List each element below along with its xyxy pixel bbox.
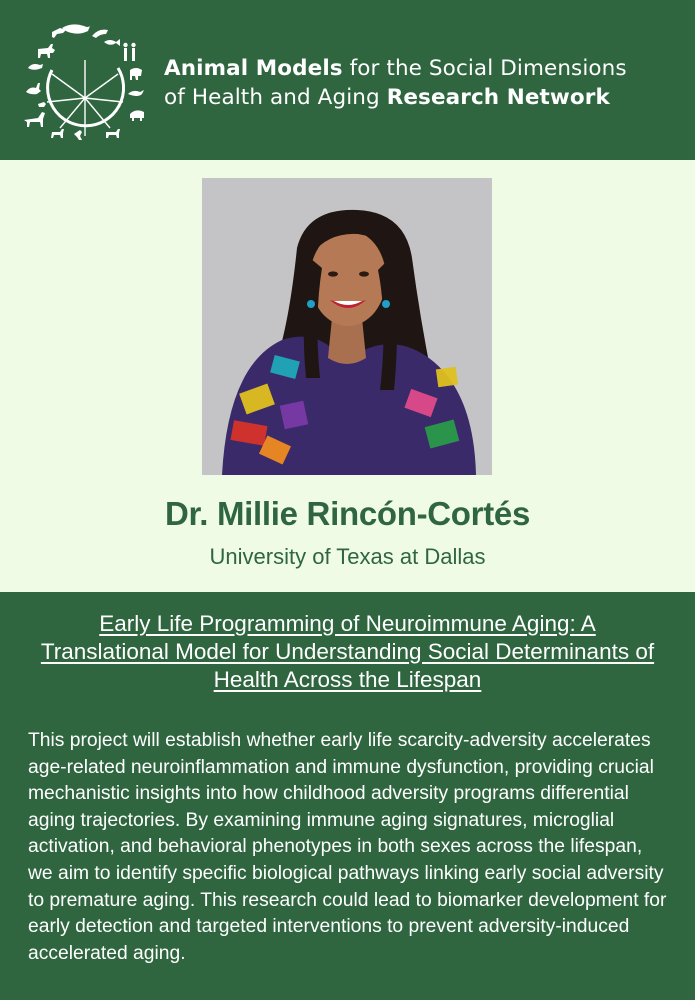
network-title-part-2: of Health and Aging (164, 85, 387, 110)
network-title-bold-2: Research Network (386, 85, 610, 110)
network-title (164, 54, 684, 112)
researcher-affiliation: University of Texas at Dallas (209, 544, 486, 569)
portrait-illustration (202, 178, 492, 475)
profile-section (0, 160, 695, 592)
researcher-name: Dr. Millie Rincón-Cortés (164, 495, 531, 532)
project-summary: This project will establish whether early life scarcity-adversity accelerates age-related neuroinflammation and immune dysfunction, providing crucial mechanistic insights into how childhood adversity programs differential aging trajectories. By examining immune aging signatures, microglial activation, and behavioral phenotypes in both sexes across the lifespan, we aim to identify specific biological pathways linking early social adversity to premature aging. This research could lead to biomarker development for early detection and targeted interventions to prevent adversity-induced accelerated aging. (28, 730, 667, 964)
header-banner (0, 0, 695, 160)
researcher-photo (202, 178, 492, 475)
network-title-part-1: for the Social Dimensions (342, 56, 627, 81)
network-logo-icon (22, 22, 148, 146)
project-title-link[interactable]: Early Life Programming of Neuroimmune Aging: A Translational Model for Understanding Social Determinants of Health Across the Lifespan (40, 611, 655, 692)
network-title-bold-1: Animal Models (164, 56, 343, 81)
